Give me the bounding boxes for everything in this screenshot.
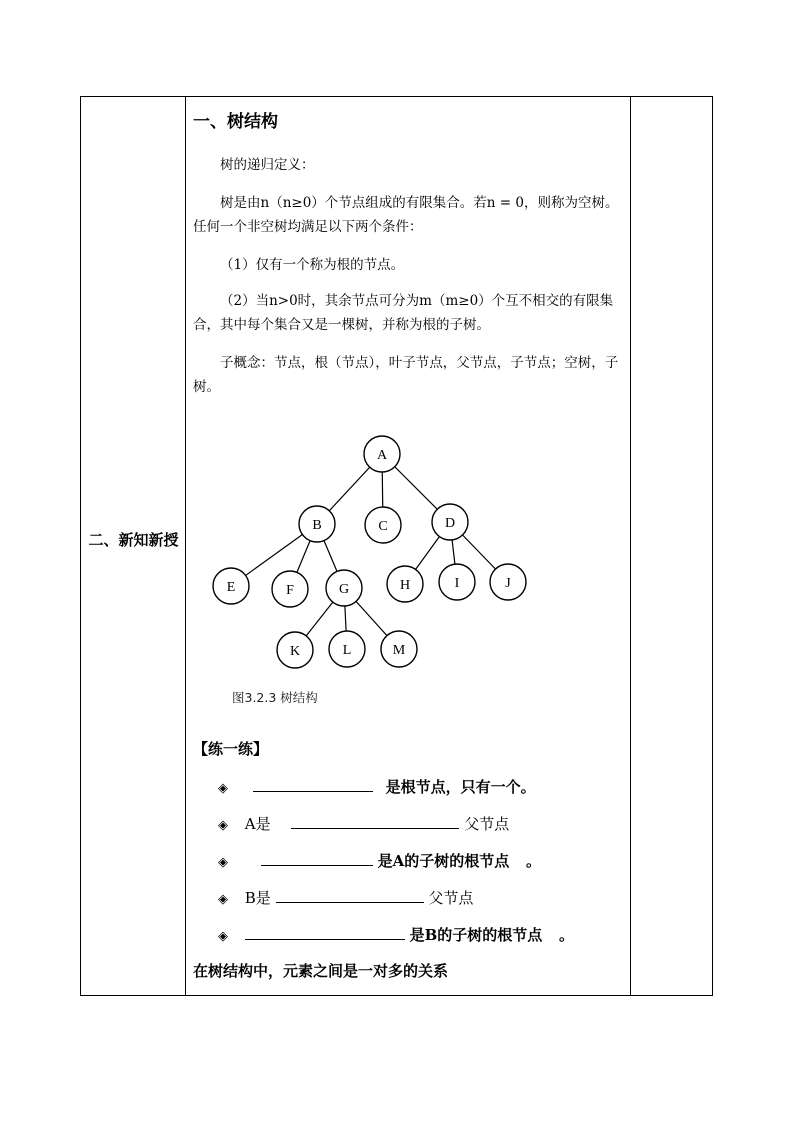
- practice-text: 是A的子树的根节点: [377, 852, 510, 870]
- tree-node-label: H: [399, 578, 411, 593]
- practice-title: 【练一练】: [193, 740, 269, 758]
- figure-caption: 图3.2.3 树结构: [232, 690, 318, 705]
- tree-node-label: M: [392, 643, 406, 658]
- section-label: 二、新知新授: [88, 531, 179, 549]
- tree-node-label: L: [342, 643, 352, 658]
- tree-node-label: B: [312, 518, 322, 533]
- answer-blank[interactable]: [291, 814, 459, 829]
- answer-blank[interactable]: [276, 888, 424, 903]
- tree-node-label: F: [286, 583, 294, 598]
- practice-text: 是根节点，只有一个。: [385, 778, 536, 796]
- answer-blank[interactable]: [245, 925, 405, 940]
- practice-item-5: [218, 924, 574, 945]
- practice-item-2: [218, 813, 509, 834]
- concepts: 子概念：节点，根（节点），叶子节点，父节点，子节点；空树，子树。: [193, 355, 619, 395]
- diamond-bullet-icon: ◈: [218, 892, 228, 907]
- answer-blank[interactable]: [253, 777, 373, 792]
- tree-node-label: C: [378, 519, 388, 534]
- tree-node-label: J: [505, 576, 511, 591]
- condition-2: （2）当n>0时，其余节点可分为m（m≥0）个互不相交的有限集合，其中每个集合又是一棵树，并称为根的子树。: [193, 293, 614, 333]
- practice-end: 。: [525, 852, 541, 870]
- practice-text: 父节点: [428, 889, 474, 907]
- tree-node-label: G: [338, 582, 350, 597]
- definition-text: 树是由n（n≥0）个节点组成的有限集合。若n = 0，则称为空树。任何一个非空树均满足以下两个条件：: [193, 195, 619, 235]
- definition-heading: 树的递归定义：: [220, 157, 315, 173]
- diamond-bullet-icon: ◈: [218, 818, 228, 833]
- practice-prefix: A是: [244, 815, 271, 833]
- condition-1: （1）仅有一个称为根的节点。: [220, 257, 405, 273]
- tree-node-label: E: [226, 580, 236, 595]
- practice-item-1: [218, 776, 536, 797]
- answer-blank[interactable]: [261, 851, 373, 866]
- practice-end: 。: [559, 926, 575, 944]
- column-divider: [630, 97, 631, 995]
- tree-node-label: K: [289, 644, 301, 659]
- tree-node-label: A: [376, 448, 388, 463]
- diamond-bullet-icon: ◈: [218, 855, 228, 870]
- practice-item-3: [218, 850, 541, 871]
- tree-node-label: D: [444, 516, 456, 531]
- practice-text: 是B的子树的根节点: [409, 926, 543, 944]
- diamond-bullet-icon: ◈: [218, 781, 228, 796]
- diamond-bullet-icon: ◈: [218, 929, 228, 944]
- practice-item-4: [218, 887, 473, 908]
- conclusion-text: 在树结构中，元素之间是一对多的关系: [193, 962, 449, 980]
- section-title: 一、树结构: [193, 112, 278, 132]
- tree-diagram: [130, 432, 511, 682]
- practice-prefix: B是: [244, 889, 271, 907]
- tree-node-label: I: [454, 576, 460, 591]
- practice-text: 父节点: [464, 815, 510, 833]
